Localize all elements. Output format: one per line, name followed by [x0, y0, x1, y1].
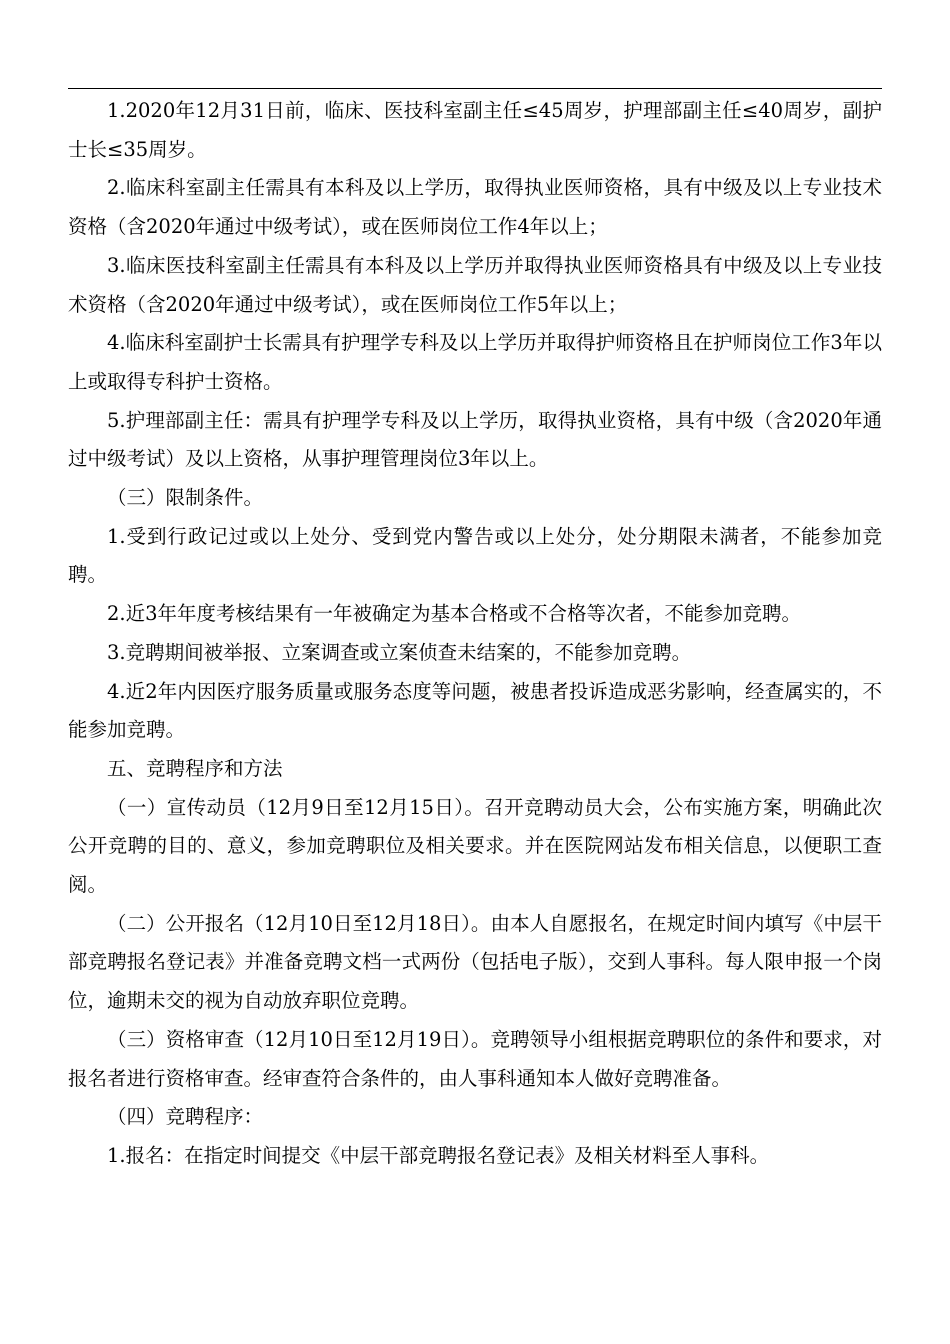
- paragraph-restriction-2: 2.近3年年度考核结果有一年被确定为基本合格或不合格等次者，不能参加竞聘。: [107, 602, 802, 626]
- paragraph-medtech-deputy-director: 3.临床医技科室副主任需具有本科及以上学历并取得执业医师资格具有中级及以上专业技术资格（含2020年通过中级考试），或在医师岗位工作5年以上；: [68, 253, 882, 316]
- paragraph-publicity: （一）宣传动员（12月9日至12月15日）。召开竞聘动员大会，公布实施方案，明确此次公开竞聘的目的、意义，参加竞聘职位及相关要求。并在医院网站发布相关信息，以便职工查阅。: [68, 795, 882, 897]
- paragraph-restriction-1: 1.受到行政记过或以上处分、受到党内警告或以上处分，处分期限未满者，不能参加竞聘。: [68, 524, 882, 587]
- paragraph-restriction-3: 3.竞聘期间被举报、立案调查或立案侦查未结案的，不能参加竞聘。: [107, 640, 692, 664]
- paragraph-registration: （二）公开报名（12月10日至12月18日）。由本人自愿报名，在规定时间内填写《中层干部竞聘报名登记表》并准备竞聘文档一式两份（包括电子版），交到人事科。每人限申报一个岗位，逾期未交的视为自动放弃职位竞聘。: [68, 911, 882, 1013]
- section-heading-competition-steps: （四）竞聘程序：: [107, 1105, 264, 1129]
- document-body: [68, 92, 882, 1176]
- paragraph-restriction-4: 4.近2年内因医疗服务质量或服务态度等问题，被患者投诉造成恶劣影响，经查属实的，不能参加竞聘。: [68, 679, 882, 742]
- section-heading-restrictions: （三）限制条件。: [107, 486, 264, 510]
- header-rule: [68, 88, 882, 89]
- paragraph-nursing-deputy-director: 5.护理部副主任：需具有护理学专科及以上学历，取得执业资格，具有中级（含2020年通过中级考试）及以上资格，从事护理管理岗位3年以上。: [68, 408, 882, 471]
- paragraph-step-registration: 1.报名：在指定时间提交《中层干部竞聘报名登记表》及相关材料至人事科。: [107, 1143, 770, 1167]
- paragraph-deputy-head-nurse: 4.临床科室副护士长需具有护理学专科及以上学历并取得护师资格且在护师岗位工作3年以上或取得专科护士资格。: [68, 331, 882, 393]
- section-heading-procedure: 五、竞聘程序和方法: [107, 756, 283, 780]
- paragraph-qualification-review: （三）资格审查（12月10日至12月19日）。竞聘领导小组根据竞聘职位的条件和要求，对报名者进行资格审查。经审查符合条件的，由人事科通知本人做好竞聘准备。: [68, 1027, 882, 1090]
- paragraph-clinical-deputy-director: 2.临床科室副主任需具有本科及以上学历，取得执业医师资格，具有中级及以上专业技术资格（含2020年通过中级考试），或在医师岗位工作4年以上；: [68, 176, 882, 239]
- paragraph-age-requirement: 1.2020年12月31日前，临床、医技科室副主任≤45周岁，护理部副主任≤40周岁，副护士长≤35周岁。: [68, 99, 882, 161]
